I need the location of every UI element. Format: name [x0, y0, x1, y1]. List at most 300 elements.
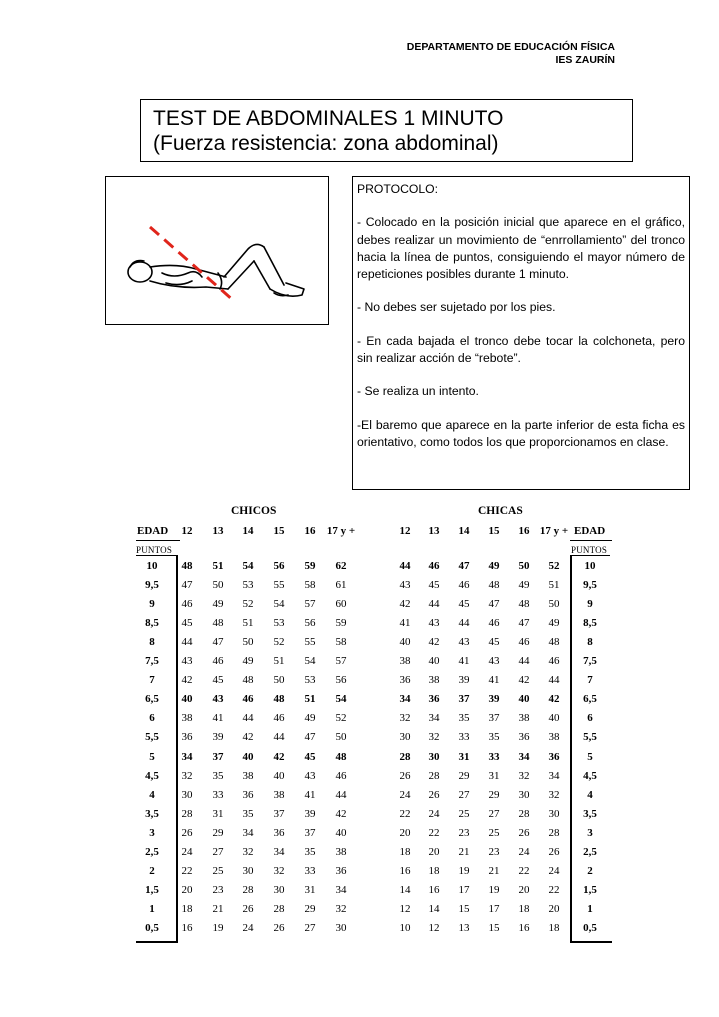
- table-row: [0, 843, 719, 862]
- boys-value-cell: 51: [212, 560, 224, 572]
- table-row: [0, 824, 719, 843]
- protocol-item: - Se realiza un intento.: [357, 384, 479, 399]
- girls-value-cell: 22: [399, 807, 411, 820]
- points-cell-right: 9,5: [583, 579, 597, 592]
- girls-value-cell: 46: [488, 617, 500, 630]
- table-row: [0, 862, 719, 881]
- boys-value-cell: 32: [181, 769, 193, 782]
- boys-value-cell: 36: [335, 864, 347, 877]
- boys-value-cell: 58: [335, 636, 347, 649]
- points-cell-right: 9: [587, 598, 593, 611]
- boys-value-cell: 26: [273, 921, 285, 934]
- age-header-boys: 16: [304, 525, 316, 537]
- girls-value-cell: 39: [488, 693, 500, 706]
- boys-value-cell: 38: [242, 769, 254, 782]
- boys-value-cell: 18: [181, 902, 193, 915]
- boys-value-cell: 37: [212, 750, 224, 763]
- boys-value-cell: 55: [304, 636, 316, 649]
- title-box: [140, 99, 633, 162]
- boys-value-cell: 30: [242, 864, 254, 877]
- boys-value-cell: 28: [242, 883, 254, 896]
- girls-value-cell: 23: [488, 845, 500, 858]
- points-cell-right: 8: [587, 636, 593, 649]
- boys-value-cell: 34: [273, 845, 285, 858]
- points-cell-left: 9,5: [145, 579, 159, 592]
- boys-value-cell: 36: [273, 826, 285, 839]
- points-cell-right: 0,5: [583, 921, 597, 934]
- puntos-label-right: PUNTOS: [571, 545, 608, 555]
- boys-value-cell: 55: [273, 579, 285, 592]
- table-row: [0, 881, 719, 900]
- boys-value-cell: 39: [304, 807, 316, 820]
- girls-value-cell: 12: [399, 902, 411, 915]
- points-cell-left: 5: [149, 750, 155, 763]
- girls-value-cell: 44: [428, 598, 440, 611]
- girls-value-cell: 43: [399, 579, 411, 592]
- boys-value-cell: 54: [304, 655, 316, 668]
- points-cell-right: 2: [587, 864, 593, 877]
- age-header-boys: 14: [242, 525, 254, 537]
- boys-value-cell: 49: [304, 712, 316, 725]
- girls-value-cell: 51: [548, 579, 560, 592]
- table-row: [0, 767, 719, 786]
- boys-value-cell: 32: [335, 902, 347, 915]
- table-row: [0, 652, 719, 671]
- points-cell-right: 7,5: [583, 655, 597, 668]
- table-row: [0, 728, 719, 747]
- girls-value-cell: 36: [518, 731, 530, 744]
- girls-value-cell: 46: [518, 636, 530, 649]
- boys-value-cell: 45: [304, 750, 316, 763]
- girls-value-cell: 47: [458, 560, 470, 572]
- girls-value-cell: 44: [458, 617, 470, 630]
- points-cell-left: 6: [149, 712, 155, 725]
- girls-value-cell: 30: [428, 750, 440, 763]
- page-header: [407, 41, 615, 67]
- girls-value-cell: 22: [548, 883, 560, 896]
- points-cell-right: 10: [584, 560, 596, 572]
- age-header-girls: 12: [399, 525, 411, 537]
- boys-value-cell: 48: [242, 674, 254, 687]
- age-header-boys: 12: [181, 525, 193, 537]
- table-row: [0, 557, 719, 576]
- boys-value-cell: 37: [304, 826, 316, 839]
- girls-value-cell: 16: [518, 921, 530, 934]
- boys-value-cell: 60: [335, 598, 347, 611]
- boys-value-cell: 33: [212, 788, 224, 801]
- girls-value-cell: 21: [488, 864, 500, 877]
- girls-value-cell: 38: [518, 712, 530, 725]
- girls-value-cell: 41: [488, 674, 500, 687]
- boys-value-cell: 50: [273, 674, 285, 687]
- girls-value-cell: 24: [428, 807, 440, 820]
- points-cell-left: 1: [149, 902, 155, 915]
- girls-value-cell: 25: [488, 826, 500, 839]
- boys-value-cell: 40: [273, 769, 285, 782]
- boys-value-cell: 54: [242, 560, 254, 572]
- girls-value-cell: 10: [399, 921, 411, 934]
- points-cell-right: 3: [587, 826, 593, 839]
- boys-value-cell: 38: [181, 712, 193, 725]
- girls-value-cell: 37: [488, 712, 500, 725]
- boys-value-cell: 52: [242, 598, 254, 611]
- boys-value-cell: 59: [335, 617, 347, 630]
- test-title: TEST DE ABDOMINALES 1 MINUTO: [153, 107, 504, 130]
- girls-value-cell: 42: [428, 636, 440, 649]
- table-row: [0, 709, 719, 728]
- boys-value-cell: 58: [304, 579, 316, 592]
- points-cell-left: 10: [146, 560, 158, 572]
- boys-value-cell: 29: [304, 902, 316, 915]
- girls-value-cell: 49: [548, 617, 560, 630]
- boys-value-cell: 43: [181, 655, 193, 668]
- girls-value-cell: 22: [518, 864, 530, 877]
- protocol-heading: PROTOCOLO:: [357, 182, 439, 196]
- girls-value-cell: 32: [548, 788, 560, 801]
- girls-value-cell: 15: [458, 902, 470, 915]
- boys-value-cell: 54: [335, 693, 347, 706]
- boys-value-cell: 53: [273, 617, 285, 630]
- boys-value-cell: 35: [242, 807, 254, 820]
- girls-value-cell: 27: [488, 807, 500, 820]
- girls-value-cell: 48: [518, 598, 530, 611]
- boys-value-cell: 21: [212, 902, 224, 915]
- girls-value-cell: 38: [428, 674, 440, 687]
- boys-value-cell: 39: [212, 731, 224, 744]
- puntos-rule-right: [570, 555, 610, 556]
- boys-value-cell: 45: [212, 674, 224, 687]
- girls-value-cell: 24: [548, 864, 560, 877]
- girls-value-cell: 28: [518, 807, 530, 820]
- girls-value-cell: 31: [488, 769, 500, 782]
- boys-value-cell: 57: [304, 598, 316, 611]
- boys-value-cell: 32: [242, 845, 254, 858]
- boys-value-cell: 33: [304, 864, 316, 877]
- boys-value-cell: 59: [304, 560, 316, 572]
- boys-value-cell: 42: [181, 674, 193, 687]
- boys-value-cell: 30: [335, 921, 347, 934]
- girls-value-cell: 40: [428, 655, 440, 668]
- protocol-item: - En cada bajada el tronco debe tocar la colchoneta, pero sin realizar acción de “rebote”.: [357, 333, 685, 366]
- boys-value-cell: 23: [212, 883, 224, 896]
- protocol-item: - Colocado en la posición inicial que aparece en el gráfico, debes realizar un movimiento de “enrrollamiento” del tronco hacia la línea de puntos, consiguiendo el mayor número de repeticiones posibles durante 1 minuto.: [357, 215, 685, 282]
- boys-value-cell: 51: [242, 617, 254, 630]
- girls-value-cell: 14: [399, 883, 411, 896]
- points-cell-left: 9: [149, 598, 155, 611]
- test-subtitle: (Fuerza resistencia: zona abdominal): [153, 132, 499, 155]
- girls-value-cell: 34: [548, 769, 560, 782]
- boys-value-cell: 43: [212, 693, 224, 706]
- boys-value-cell: 34: [242, 826, 254, 839]
- girls-value-cell: 38: [399, 655, 411, 668]
- girls-value-cell: 35: [488, 731, 500, 744]
- girls-value-cell: 12: [428, 921, 440, 934]
- girls-value-cell: 35: [458, 712, 470, 725]
- boys-value-cell: 61: [335, 579, 347, 592]
- points-cell-right: 6,5: [583, 693, 597, 706]
- edad-label-right: EDAD: [574, 525, 606, 537]
- girls-value-cell: 17: [458, 883, 470, 896]
- illustration-box: [105, 176, 329, 325]
- boys-value-cell: 50: [212, 579, 224, 592]
- girls-value-cell: 43: [428, 617, 440, 630]
- girls-value-cell: 18: [428, 864, 440, 877]
- girls-value-cell: 20: [518, 883, 530, 896]
- boys-value-cell: 50: [335, 731, 347, 744]
- girls-value-cell: 19: [458, 864, 470, 877]
- protocol-item: -El baremo que aparece en la parte inferior de esta ficha es orientativo, como todos los que proporcionamos en clase.: [357, 417, 685, 449]
- girls-value-cell: 36: [548, 750, 560, 763]
- girls-value-cell: 37: [458, 693, 470, 706]
- points-cell-right: 4,5: [583, 769, 597, 782]
- boys-value-cell: 44: [242, 712, 254, 725]
- protocol-item: - No debes ser sujetado por los pies.: [357, 300, 556, 315]
- header-rule-left: [136, 540, 180, 541]
- table-row: [0, 633, 719, 652]
- points-cell-right: 4: [587, 788, 593, 801]
- boys-value-cell: 57: [335, 655, 347, 668]
- table-row: [0, 900, 719, 919]
- girls-value-cell: 45: [458, 598, 470, 611]
- edad-label-left: EDAD: [137, 525, 169, 537]
- girls-value-cell: 17: [488, 902, 500, 915]
- boys-value-cell: 47: [304, 731, 316, 744]
- points-cell-left: 8: [149, 636, 155, 649]
- table-row: [0, 614, 719, 633]
- girls-value-cell: 18: [399, 845, 411, 858]
- girls-value-cell: 23: [458, 826, 470, 839]
- age-header-boys: 15: [273, 525, 285, 537]
- points-cell-right: 6: [587, 712, 593, 725]
- boys-value-cell: 44: [335, 788, 347, 801]
- points-cell-left: 4,5: [145, 769, 159, 782]
- girls-value-cell: 25: [458, 807, 470, 820]
- boys-value-cell: 36: [242, 788, 254, 801]
- girls-value-cell: 30: [548, 807, 560, 820]
- girls-value-cell: 31: [458, 750, 470, 763]
- boys-value-cell: 56: [335, 674, 347, 687]
- boys-value-cell: 46: [212, 655, 224, 668]
- girls-value-cell: 49: [518, 579, 530, 592]
- points-cell-left: 7: [149, 674, 155, 687]
- girls-value-cell: 45: [428, 579, 440, 592]
- points-cell-left: 1,5: [145, 883, 159, 896]
- boys-value-cell: 51: [304, 693, 316, 706]
- header-rule-right: [570, 540, 612, 541]
- boys-value-cell: 40: [335, 826, 347, 839]
- boys-value-cell: 34: [335, 883, 347, 896]
- bottom-rule-right: [570, 941, 612, 943]
- girls-value-cell: 34: [399, 693, 411, 706]
- girls-value-cell: 34: [428, 712, 440, 725]
- boys-value-cell: 56: [304, 617, 316, 630]
- boys-value-cell: 49: [212, 598, 224, 611]
- boys-value-cell: 20: [181, 883, 193, 896]
- boys-value-cell: 46: [335, 769, 347, 782]
- girls-value-cell: 30: [399, 731, 411, 744]
- girls-value-cell: 36: [399, 674, 411, 687]
- points-cell-left: 3: [149, 826, 155, 839]
- points-cell-right: 8,5: [583, 617, 597, 630]
- boys-value-cell: 46: [242, 693, 254, 706]
- boys-value-cell: 31: [212, 807, 224, 820]
- girls-value-cell: 47: [518, 617, 530, 630]
- table-row: [0, 576, 719, 595]
- girls-value-cell: 39: [458, 674, 470, 687]
- girls-value-cell: 44: [548, 674, 560, 687]
- boys-value-cell: 47: [181, 579, 193, 592]
- girls-value-cell: 28: [548, 826, 560, 839]
- girls-value-cell: 26: [548, 845, 560, 858]
- girls-value-cell: 44: [518, 655, 530, 668]
- boys-value-cell: 35: [212, 769, 224, 782]
- table-row: [0, 690, 719, 709]
- boys-value-cell: 28: [181, 807, 193, 820]
- girls-value-cell: 20: [399, 826, 411, 839]
- girls-value-cell: 43: [488, 655, 500, 668]
- age-header-girls: 13: [428, 525, 440, 537]
- points-cell-right: 1,5: [583, 883, 597, 896]
- points-cell-right: 2,5: [583, 845, 597, 858]
- table-row: [0, 748, 719, 767]
- boys-value-cell: 41: [212, 712, 224, 725]
- points-cell-left: 8,5: [145, 617, 159, 630]
- girls-value-cell: 40: [518, 693, 530, 706]
- age-header-girls: 15: [488, 525, 500, 537]
- girls-value-cell: 18: [548, 921, 560, 934]
- girls-value-cell: 43: [458, 636, 470, 649]
- girls-value-cell: 22: [428, 826, 440, 839]
- girls-value-cell: 21: [458, 845, 470, 858]
- girls-value-cell: 36: [428, 693, 440, 706]
- girls-title: CHICAS: [478, 505, 523, 517]
- boys-value-cell: 26: [242, 902, 254, 915]
- boys-value-cell: 40: [242, 750, 254, 763]
- girls-value-cell: 33: [488, 750, 500, 763]
- boys-title: CHICOS: [231, 505, 277, 517]
- boys-value-cell: 48: [335, 750, 347, 763]
- boys-value-cell: 42: [335, 807, 347, 820]
- boys-value-cell: 32: [273, 864, 285, 877]
- boys-value-cell: 27: [304, 921, 316, 934]
- points-cell-right: 5,5: [583, 731, 597, 744]
- age-header-girls: 17 y +: [539, 525, 569, 537]
- girls-value-cell: 47: [488, 598, 500, 611]
- girls-value-cell: 42: [399, 598, 411, 611]
- girls-value-cell: 49: [488, 560, 500, 572]
- girls-value-cell: 26: [399, 769, 411, 782]
- girls-value-cell: 33: [458, 731, 470, 744]
- points-cell-left: 7,5: [145, 655, 159, 668]
- boys-value-cell: 22: [181, 864, 193, 877]
- girls-value-cell: 46: [428, 560, 440, 572]
- girls-value-cell: 50: [518, 560, 530, 572]
- girls-value-cell: 20: [428, 845, 440, 858]
- points-cell-right: 1: [587, 902, 593, 915]
- points-cell-left: 2: [149, 864, 155, 877]
- girls-value-cell: 27: [458, 788, 470, 801]
- girls-value-cell: 46: [458, 579, 470, 592]
- boys-value-cell: 36: [181, 731, 193, 744]
- boys-value-cell: 48: [273, 693, 285, 706]
- points-cell-left: 4: [149, 788, 155, 801]
- boys-value-cell: 47: [212, 636, 224, 649]
- girls-value-cell: 48: [488, 579, 500, 592]
- girls-value-cell: 44: [399, 560, 411, 572]
- boys-value-cell: 41: [304, 788, 316, 801]
- boys-value-cell: 54: [273, 598, 285, 611]
- girls-value-cell: 29: [488, 788, 500, 801]
- bottom-rule-left: [136, 941, 178, 943]
- points-cell-left: 2,5: [145, 845, 159, 858]
- boys-value-cell: 52: [273, 636, 285, 649]
- table-row: [0, 786, 719, 805]
- girls-value-cell: 24: [518, 845, 530, 858]
- points-cell-right: 7: [587, 674, 593, 687]
- age-header-girls: 16: [518, 525, 530, 537]
- girls-value-cell: 13: [458, 921, 470, 934]
- girls-value-cell: 18: [518, 902, 530, 915]
- department-name: DEPARTAMENTO DE EDUCACIÓN FÍSICA: [406, 41, 615, 53]
- points-cell-left: 5,5: [145, 731, 159, 744]
- girls-value-cell: 40: [399, 636, 411, 649]
- boys-value-cell: 42: [242, 731, 254, 744]
- boys-value-cell: 51: [273, 655, 285, 668]
- girls-value-cell: 32: [518, 769, 530, 782]
- girls-value-cell: 32: [399, 712, 411, 725]
- boys-value-cell: 56: [273, 560, 285, 572]
- points-cell-left: 6,5: [145, 693, 159, 706]
- boys-value-cell: 53: [304, 674, 316, 687]
- girls-value-cell: 41: [399, 617, 411, 630]
- boys-value-cell: 48: [212, 617, 224, 630]
- girls-value-cell: 16: [428, 883, 440, 896]
- girls-value-cell: 15: [488, 921, 500, 934]
- boys-value-cell: 46: [181, 598, 193, 611]
- puntos-rule-left: [136, 555, 176, 556]
- girls-value-cell: 30: [518, 788, 530, 801]
- boys-value-cell: 52: [335, 712, 347, 725]
- girls-value-cell: 50: [548, 598, 560, 611]
- boys-value-cell: 43: [304, 769, 316, 782]
- boys-value-cell: 25: [212, 864, 224, 877]
- girls-value-cell: 20: [548, 902, 560, 915]
- boys-value-cell: 24: [181, 845, 193, 858]
- boys-value-cell: 28: [273, 902, 285, 915]
- boys-value-cell: 29: [212, 826, 224, 839]
- boys-value-cell: 48: [181, 560, 193, 572]
- girls-value-cell: 42: [518, 674, 530, 687]
- boys-value-cell: 19: [212, 921, 224, 934]
- age-header-boys: 13: [212, 525, 224, 537]
- points-cell-right: 3,5: [583, 807, 597, 820]
- girls-value-cell: 19: [488, 883, 500, 896]
- girls-value-cell: 41: [458, 655, 470, 668]
- girls-value-cell: 24: [399, 788, 411, 801]
- age-header-girls: 14: [458, 525, 470, 537]
- age-header-boys: 17 y +: [326, 525, 356, 537]
- boys-value-cell: 30: [181, 788, 193, 801]
- girls-value-cell: 45: [488, 636, 500, 649]
- sit-up-figure-illustration: [106, 177, 330, 326]
- boys-value-cell: 62: [335, 560, 347, 572]
- points-cell-right: 5: [587, 750, 593, 763]
- girls-value-cell: 40: [548, 712, 560, 725]
- boys-value-cell: 45: [181, 617, 193, 630]
- girls-value-cell: 46: [548, 655, 560, 668]
- table-row: [0, 805, 719, 824]
- boys-value-cell: 49: [242, 655, 254, 668]
